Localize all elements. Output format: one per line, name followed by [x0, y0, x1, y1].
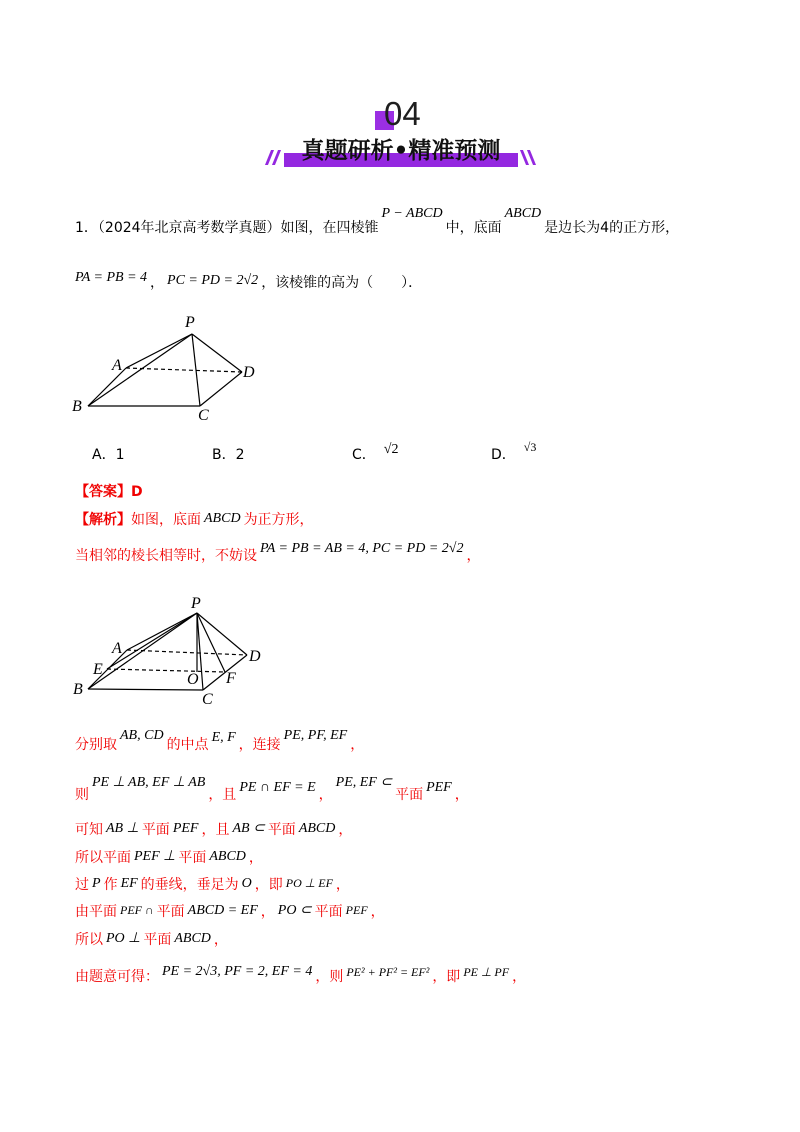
analysis-text: 当相邻的棱长相等时，不妨设 [75, 548, 257, 564]
analysis-line-7 [75, 875, 350, 895]
math-expression: PE² + PF² = EF² [346, 965, 430, 979]
question-line-2 [75, 270, 423, 293]
analysis-line-1 [75, 510, 314, 530]
analysis-text: 作 [103, 877, 118, 893]
analysis-text: 平面 [156, 904, 185, 920]
analysis-text: ， [370, 904, 385, 920]
question-line-1 [75, 206, 680, 238]
pyramid-figure-2 [60, 595, 275, 710]
analysis-text: 所以平面 [75, 850, 131, 866]
answer-value: D [131, 484, 143, 500]
edge-CD [203, 655, 247, 690]
edge-PA [127, 613, 197, 650]
edge-PD [192, 334, 242, 372]
question-text: ，该棱锥的高为（ ）． [261, 275, 423, 291]
math-expression: PO ⊂ [277, 903, 312, 918]
math-expression: ABCD [204, 511, 241, 526]
edge-BC [88, 689, 203, 690]
analysis-line-8 [75, 902, 385, 922]
math-expression: AB ⊂ [232, 821, 265, 836]
analysis-text: 可知 [75, 822, 103, 838]
math-expression: ABCD [174, 931, 211, 946]
answer-label: 【答案】 [75, 484, 131, 500]
analysis-line-4 [75, 775, 469, 805]
analysis-text: 分别取 [75, 737, 117, 753]
analysis-line-10 [75, 964, 527, 987]
math-expression: ABCD [298, 821, 336, 836]
analysis-text: ，即 [432, 969, 461, 985]
analysis-text: ，且 [208, 787, 237, 803]
math-expression: ABCD [504, 206, 542, 221]
analysis-text: 由题意可得： [75, 969, 159, 985]
math-expression: PEF [172, 821, 199, 836]
section-number: 04 [384, 95, 421, 132]
analysis-line-9 [75, 930, 228, 950]
math-expression: EF [120, 876, 138, 891]
edge-CD [200, 372, 242, 406]
math-expression: PE ⊥ PF [463, 965, 510, 979]
analysis-text: ， [260, 904, 275, 920]
option-letter: B． [212, 447, 236, 463]
math-expression: PEF ⊥ [134, 849, 176, 864]
analysis-text: ， [213, 932, 228, 948]
option-d[interactable] [491, 440, 539, 465]
option-letter: A． [92, 447, 116, 463]
analysis-line-6 [75, 848, 263, 868]
option-value: √3 [523, 440, 537, 454]
analysis-text: 为正方形， [243, 512, 314, 528]
vertex-label-C: C [202, 691, 213, 708]
pyramid-figure-1 [60, 305, 275, 427]
math-expression: AB ⊥ [106, 821, 139, 836]
vertex-label-D: D [249, 648, 261, 665]
analysis-text: ，则 [315, 969, 344, 985]
math-expression: E, F [211, 730, 236, 745]
analysis-text: ，连接 [238, 737, 281, 753]
vertex-label-A: A [112, 357, 122, 374]
analysis-text: 平面 [178, 850, 207, 866]
math-expression: PEF [426, 780, 452, 795]
analysis-text: 的垂线，垂足为 [140, 877, 239, 893]
math-expression: AB, CD [120, 728, 164, 743]
vertex-label-P: P [191, 595, 201, 612]
option-a[interactable] [92, 445, 125, 465]
analysis-text: 平面 [143, 932, 172, 948]
math-expression: ABCD = EF [187, 903, 258, 918]
math-expression: PO ⊥ [106, 931, 141, 946]
math-expression: PO ⊥ EF [285, 876, 333, 890]
analysis-text: ，即 [254, 877, 283, 893]
option-letter: D． [491, 447, 516, 463]
analysis-text: ， [318, 787, 333, 803]
analysis-text: 如图，底面 [131, 512, 201, 528]
math-expression: ABCD [209, 849, 246, 864]
analysis-line-5 [75, 820, 352, 840]
math-expression: PE, EF ⊂ [335, 775, 393, 790]
answer-line [75, 482, 143, 502]
section-title: 真题研析•精准预测 [301, 138, 501, 164]
math-expression: O [241, 876, 252, 891]
math-expression: PE, PF, EF [283, 728, 348, 743]
analysis-text: ， [350, 737, 365, 753]
edge-PD [197, 613, 247, 655]
question-text: ， [150, 275, 165, 291]
math-expression: PE ∩ EF = E [239, 780, 316, 795]
option-value: 1 [115, 447, 125, 463]
math-expression: PC = PD = 2√2 [167, 273, 259, 288]
analysis-text: ， [335, 877, 350, 893]
analysis-text: 平面 [267, 822, 296, 838]
analysis-text: ， [466, 548, 481, 564]
analysis-line-3 [75, 728, 365, 755]
vertex-label-B: B [72, 398, 82, 415]
vertex-label-P: P [185, 314, 195, 331]
option-value: 2 [235, 447, 245, 463]
point-label-F: F [226, 670, 236, 687]
analysis-text: ， [248, 850, 263, 866]
option-letter: C． [352, 447, 376, 463]
analysis-text: 的中点 [166, 737, 209, 753]
analysis-text: ， [338, 822, 353, 838]
analysis-text: 过 [75, 877, 89, 893]
vertex-label-A: A [112, 640, 122, 657]
point-label-O: O [187, 671, 199, 688]
hidden-segment-EF [107, 669, 225, 672]
math-expression: P − ABCD [381, 206, 443, 221]
vertex-label-D: D [243, 364, 255, 381]
math-expression: P [92, 876, 101, 891]
analysis-text: 平面 [395, 787, 424, 803]
analysis-text: 所以 [75, 932, 103, 948]
analysis-text: 平面 [141, 822, 170, 838]
left-slash-decoration [272, 150, 281, 165]
analysis-text: 则 [75, 787, 89, 803]
analysis-label: 【解析】 [75, 512, 131, 528]
point-label-E: E [93, 661, 103, 678]
analysis-text: 平面 [314, 904, 343, 920]
option-c[interactable] [352, 442, 401, 465]
option-value: √2 [383, 442, 399, 457]
question-text: 1．（2024年北京高考数学真题）如图，在四棱锥 [75, 220, 379, 236]
vertex-label-B: B [73, 681, 83, 698]
math-expression: PE ⊥ AB, EF ⊥ AB [92, 775, 206, 790]
analysis-text: ， [454, 787, 469, 803]
analysis-text: 由平面 [75, 904, 117, 920]
analysis-text: ， [512, 969, 527, 985]
math-expression: PE = 2√3, PF = 2, EF = 4 [162, 964, 313, 979]
edge-PA [126, 334, 192, 368]
math-expression: PEF ∩ [120, 903, 154, 917]
math-expression: PA = PB = AB = 4, PC = PD = 2√2 [260, 541, 464, 556]
question-text: 中，底面 [445, 220, 502, 236]
question-text: 是边长为4的正方形， [544, 220, 680, 236]
hidden-edge-AD [126, 368, 242, 372]
math-expression: PA = PB = 4 [75, 270, 148, 285]
vertex-label-C: C [198, 407, 209, 424]
analysis-text: ，且 [201, 822, 230, 838]
analysis-line-2 [75, 541, 481, 566]
math-expression: PEF [345, 903, 368, 917]
hidden-edge-AD [127, 650, 247, 655]
option-b[interactable] [212, 445, 245, 465]
